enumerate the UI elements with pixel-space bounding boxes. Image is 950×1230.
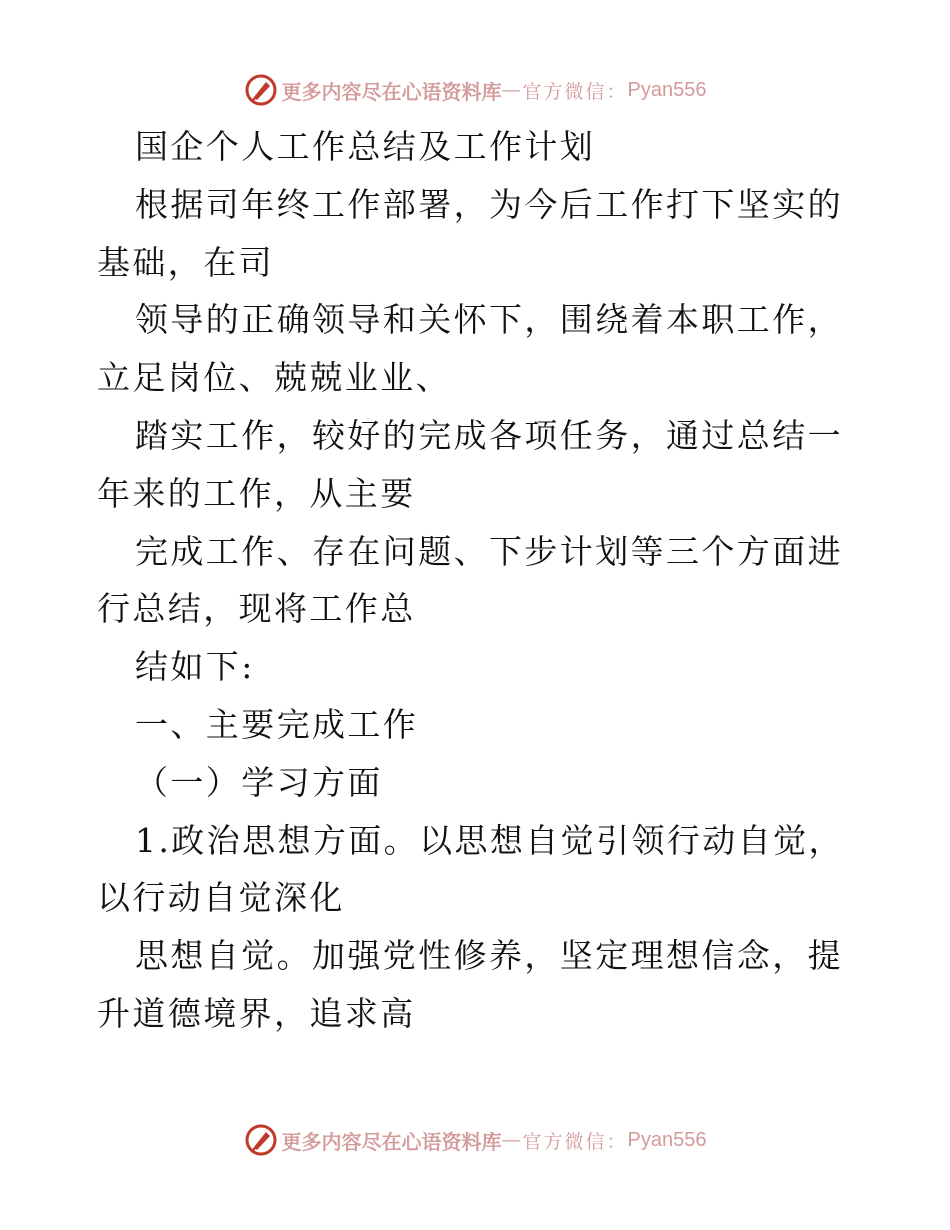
banner-brand-text: 更多内容尽在心语资料库 xyxy=(281,1129,502,1154)
doc-title: 国企个人工作总结及工作计划 xyxy=(135,127,596,166)
section-heading: 一、主要完成工作 xyxy=(135,704,419,744)
subsection-heading: （一）学习方面 xyxy=(135,762,383,802)
paragraph: 思想自觉。加强党性修养，坚定理想信念，提升道德境界，追求高 xyxy=(97,936,843,1033)
banner-dash: — xyxy=(501,1129,523,1151)
pen-nib-logo-icon xyxy=(244,73,278,107)
paragraph: 完成工作、存在问题、下步计划等三个方面进行总结，现将工作总 xyxy=(97,531,843,629)
banner-brand-text: 更多内容尽在心语资料库 xyxy=(281,79,502,104)
pen-nib-logo-icon xyxy=(244,1123,278,1157)
header-banner xyxy=(0,70,950,110)
banner-dash: — xyxy=(501,79,523,101)
banner-wechat-label: 官方微信： xyxy=(522,80,628,103)
document-body xyxy=(97,118,857,1043)
banner-wechat-id: Pyan556 xyxy=(627,1128,707,1151)
paragraph: 根据司年终工作部署，为今后工作打下坚实的基础，在司 xyxy=(97,184,843,282)
paragraph: 踏实工作，较好的完成各项任务，通过总结一年来的工作，从主要 xyxy=(97,415,843,513)
paragraph: 1.政治思想方面。以思想自觉引领行动自觉，以行动自觉深化 xyxy=(97,820,844,918)
banner-wechat-label: 官方微信： xyxy=(522,1130,628,1153)
footer-banner xyxy=(0,1120,950,1160)
paragraph: 结如下: xyxy=(135,647,255,687)
banner-wechat-id: Pyan556 xyxy=(627,78,707,101)
paragraph: 领导的正确领导和关怀下，围绕着本职工作，立足岗位、兢兢业业、 xyxy=(97,300,843,398)
